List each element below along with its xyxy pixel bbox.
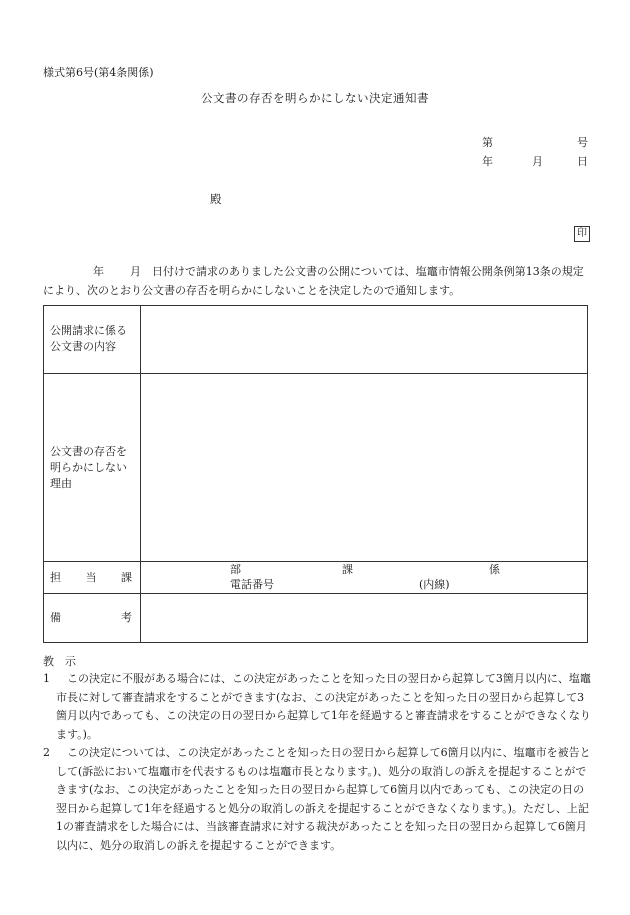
section-label: 課 [342, 563, 353, 576]
body-text: 日付けで請求のありました公文書の公開については、塩竈市情報公開条例第13条の規定により、次のとおり公文書の存否を明らかにしないことを決定したので通知します。 [43, 265, 584, 297]
seal-mark: 印 [574, 226, 590, 242]
notice-item: 2 この決定については、この決定があったことを知った日の翌日から起算して6箇月以内に、塩竈市を被告として(訴訟において塩竈市を代表するものは塩竈市長となります。)、処分の取消しの訴えを提起することができます(なお、この決定があったことを知った日の翌日から起算して6箇月以内であっても、この決定の日の翌日から起算して1年を経過すると処分の取消しの訴えを提起することができなくなります。)。ただし、上記1の審査請求をした場合には、当該審査請求に対する裁決があったことを知った日の翌日から起算して6箇月以内に、処分の取消しの訴えを提起することができます。 [43, 746, 591, 852]
notice-item: 1 この決定に不服がある場合には、この決定があったことを知った日の翌日から起算して3箇月以内に、塩竈市長に対して審査請求をすることができます(なお、この決定があったことを知った日の翌日から起算して3箇月以内であっても、この決定の日の翌日から起算して1年を経過すると審査請求をすることができなくなります。)。 [43, 672, 591, 741]
document-title: 公文書の存否を明らかにしない決定通知書 [201, 91, 429, 105]
date-day: 日 [577, 155, 588, 168]
notice-heading: 教 示 [43, 655, 76, 668]
label-nondisclosure-reason: 公文書の存否を 明らかにしない 理由 [50, 445, 127, 490]
table-row-divider [44, 373, 587, 374]
table-row-divider [44, 561, 587, 562]
table-column-divider [140, 306, 141, 642]
label-responsible-section: 担 当 課 [50, 571, 132, 584]
department-label: 部 [230, 563, 241, 576]
body-date-year: 年 [93, 265, 104, 278]
extension-label: (内線) [419, 578, 450, 591]
body-date-month: 月 [130, 265, 141, 278]
form-number: 様式第6号(第4条関係) [43, 66, 154, 79]
table-row-divider [44, 593, 587, 594]
document-number-suffix: 号 [577, 136, 588, 149]
decision-table [43, 305, 588, 643]
label-request-content: 公開請求に係る 公文書の内容 [50, 324, 127, 353]
label-remarks: 備 考 [50, 611, 132, 624]
document-number-prefix: 第 [482, 136, 493, 149]
date-year: 年 [482, 155, 493, 168]
phone-number-label: 電話番号 [230, 578, 274, 591]
addressee-honorific: 殿 [210, 192, 222, 206]
date-month: 月 [532, 155, 543, 168]
unit-label: 係 [489, 563, 500, 576]
notice-body [43, 262, 591, 300]
